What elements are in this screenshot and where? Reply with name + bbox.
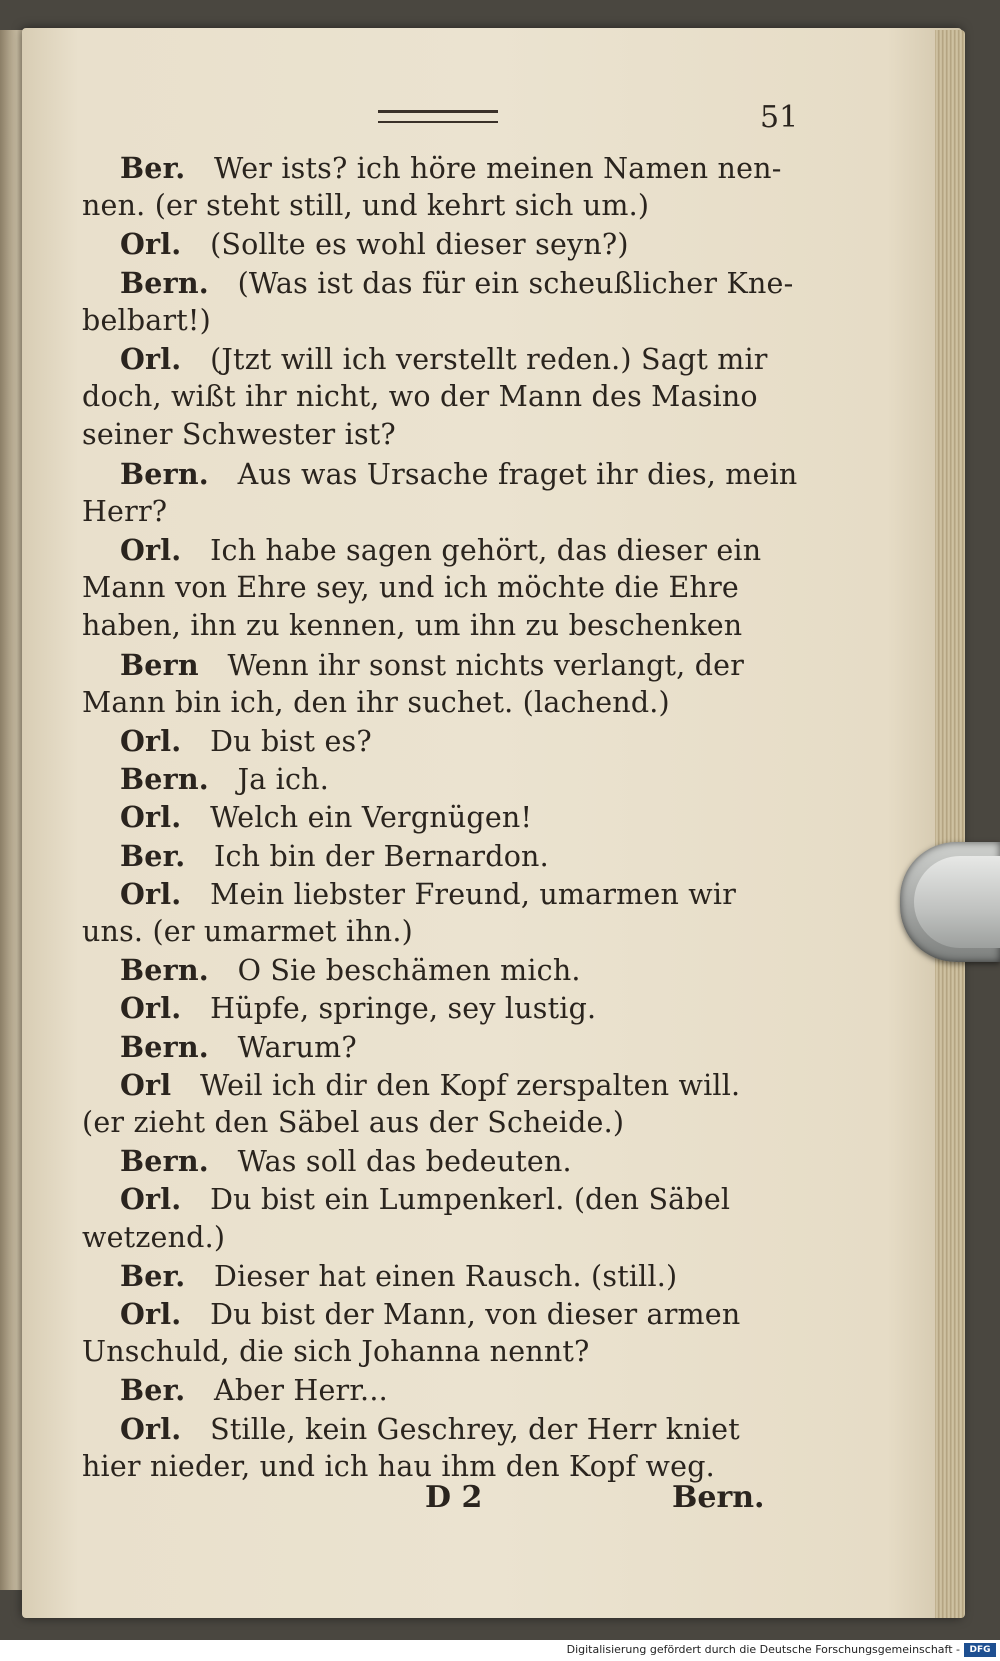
text-line bbox=[120, 1256, 802, 1297]
line-text: Herr? bbox=[82, 494, 168, 528]
speaker-label: Orl. bbox=[120, 1297, 182, 1331]
line-text: Du bist ein Lumpenkerl. (den Säbel bbox=[210, 1183, 731, 1217]
line-text: hier nieder, und ich hau ihm den Kopf weg. bbox=[82, 1449, 715, 1483]
speaker-label: Bern. bbox=[120, 265, 209, 300]
text-line bbox=[82, 492, 802, 532]
line-text: Du bist der Mann, von dieser armen bbox=[210, 1298, 741, 1331]
line-text: Mein liebster Freund, umarmen wir bbox=[210, 877, 737, 911]
line-text: haben, ihn zu kennen, um ihn zu beschenken bbox=[82, 609, 743, 643]
line-text: O Sie beschämen mich. bbox=[237, 954, 581, 988]
line-text: Unschuld, die sich Johanna nennt? bbox=[82, 1335, 590, 1369]
text-line bbox=[120, 148, 802, 189]
line-text: Stille, kein Geschrey, der Herr kniet bbox=[210, 1412, 740, 1446]
text-line bbox=[120, 1065, 802, 1106]
text-line bbox=[120, 1027, 802, 1068]
text-line bbox=[120, 988, 802, 1029]
text-line bbox=[82, 1218, 802, 1258]
line-text: (Jtzt will ich verstellt reden.) Sagt mir bbox=[210, 343, 768, 376]
speaker-label: Ber. bbox=[120, 1373, 186, 1408]
page-clip-inner bbox=[914, 856, 1000, 948]
speaker-label: Ber. bbox=[120, 1258, 186, 1293]
header-rule bbox=[378, 110, 498, 123]
line-text: Was soll das bedeuten. bbox=[237, 1145, 572, 1179]
line-text: wetzend.) bbox=[82, 1220, 226, 1254]
text-line bbox=[120, 797, 802, 838]
line-text: seiner Schwester ist? bbox=[82, 418, 396, 452]
text-line bbox=[120, 759, 802, 800]
text-line bbox=[82, 415, 802, 455]
line-text: Ich bin der Bernardon. bbox=[214, 839, 549, 873]
speaker-label: Orl. bbox=[120, 991, 182, 1026]
text-line bbox=[120, 454, 802, 495]
text-line bbox=[82, 683, 802, 723]
line-text: Welch ein Vergnügen! bbox=[210, 801, 533, 835]
speaker-label: Bern. bbox=[120, 953, 209, 988]
speaker-label: Orl. bbox=[120, 724, 182, 758]
text-line bbox=[82, 377, 802, 417]
text-line bbox=[120, 836, 802, 877]
text-line bbox=[120, 1409, 802, 1450]
text-line bbox=[82, 912, 802, 952]
page-stack-edge bbox=[935, 30, 965, 1618]
page-number: 51 bbox=[760, 100, 799, 135]
text-line bbox=[120, 339, 802, 380]
line-text: Ich habe sagen gehört, das dieser ein bbox=[210, 534, 762, 567]
text-line bbox=[82, 568, 802, 608]
line-text: Weil ich dir den Kopf zerspalten will. bbox=[199, 1068, 741, 1102]
text-line bbox=[120, 1294, 802, 1335]
text-line bbox=[120, 721, 802, 762]
text-line bbox=[82, 1332, 802, 1372]
line-text: Dieser hat einen Rausch. (still.) bbox=[214, 1259, 678, 1293]
line-text: Hüpfe, springe, sey lustig. bbox=[210, 992, 597, 1026]
speaker-label: Bern bbox=[120, 647, 199, 682]
line-text: Wer ists? ich höre meinen Namen nen- bbox=[214, 152, 782, 185]
line-text: Aber Herr... bbox=[214, 1374, 388, 1408]
text-line bbox=[120, 530, 802, 571]
line-text: (Sollte es wohl dieser seyn?) bbox=[210, 228, 629, 262]
line-text: Du bist es? bbox=[210, 725, 372, 758]
dfg-logo: DFG bbox=[964, 1643, 996, 1657]
speaker-label: Bern. bbox=[120, 762, 209, 797]
line-text: uns. (er umarmet ihn.) bbox=[82, 915, 413, 948]
line-text: nen. (er steht still, und kehrt sich um.) bbox=[82, 189, 650, 223]
line-text: Warum? bbox=[237, 1030, 357, 1064]
text-line bbox=[120, 224, 802, 265]
speaker-label: Orl. bbox=[120, 1411, 182, 1446]
line-text: (er zieht den Säbel aus der Scheide.) bbox=[82, 1106, 625, 1139]
text-line bbox=[120, 1179, 802, 1220]
line-text: Mann bin ich, den ihr suchet. (lachend.) bbox=[82, 685, 670, 719]
speaker-label: Orl. bbox=[120, 227, 182, 262]
text-line bbox=[82, 301, 802, 341]
line-text: Aus was Ursache fraget ihr dies, mein bbox=[237, 457, 798, 491]
text-line bbox=[120, 1141, 802, 1182]
speaker-label: Bern. bbox=[120, 456, 209, 491]
line-text: Ja ich. bbox=[237, 763, 329, 797]
text-line bbox=[120, 645, 802, 686]
line-text: belbart!) bbox=[82, 303, 211, 337]
text-line bbox=[120, 950, 802, 991]
speaker-label: Bern. bbox=[120, 1029, 209, 1064]
speaker-label: Orl. bbox=[120, 342, 182, 376]
printer-signature: D 2 bbox=[425, 1480, 483, 1515]
line-text: Wenn ihr sonst nichts verlangt, der bbox=[227, 648, 745, 682]
speaker-label: Orl. bbox=[120, 800, 182, 835]
text-line bbox=[82, 186, 802, 226]
catchword: Bern. bbox=[672, 1480, 765, 1515]
speaker-label: Orl. bbox=[120, 876, 182, 911]
text-line bbox=[82, 1103, 802, 1143]
speaker-label: Ber. bbox=[120, 151, 186, 185]
text-line bbox=[120, 263, 802, 304]
text-line bbox=[120, 1370, 802, 1411]
line-text: Mann von Ehre sey, und ich möchte die Ehre bbox=[82, 571, 739, 605]
speaker-label: Bern. bbox=[120, 1144, 209, 1179]
speaker-label: Orl. bbox=[120, 1182, 182, 1217]
line-text: (Was ist das für ein scheußlicher Kne- bbox=[237, 266, 794, 300]
footer-credit: Digitalisierung gefördert durch die Deutsche Forschungsgemeinschaft - bbox=[566, 1643, 960, 1656]
line-text: doch, wißt ihr nicht, wo der Mann des Masino bbox=[82, 380, 758, 414]
text-line bbox=[82, 606, 802, 646]
speaker-label: Orl bbox=[120, 1067, 172, 1102]
text-line bbox=[120, 874, 802, 915]
speaker-label: Orl. bbox=[120, 533, 182, 567]
speaker-label: Ber. bbox=[120, 838, 186, 873]
